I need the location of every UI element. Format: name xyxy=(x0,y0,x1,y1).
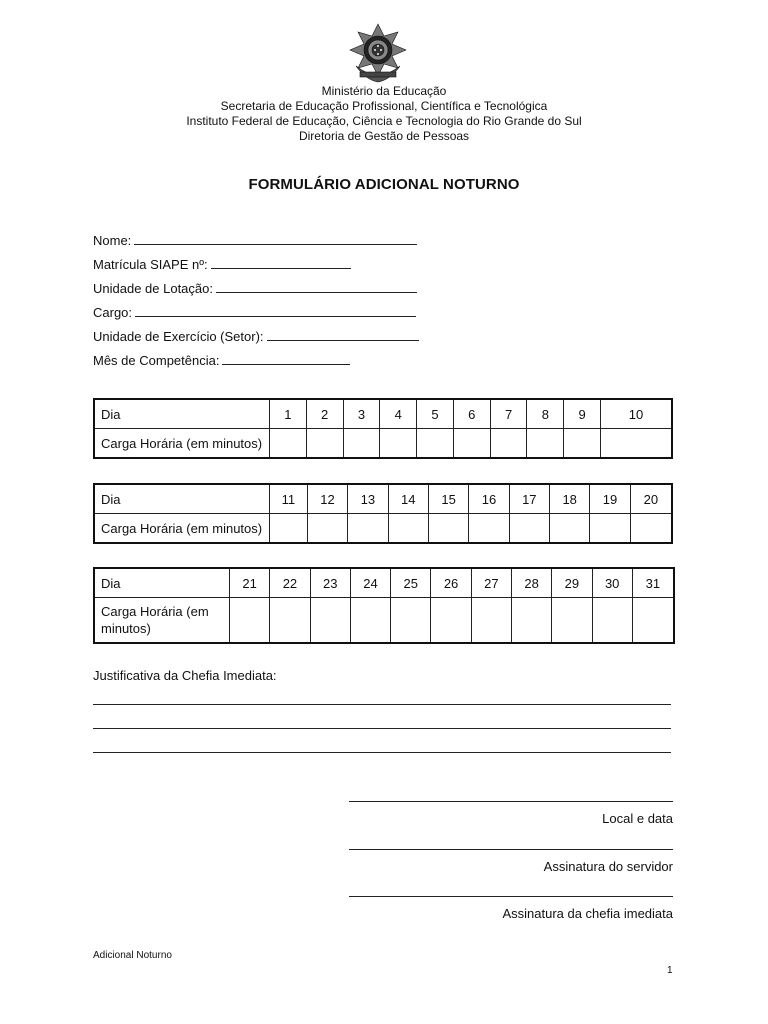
minutes-input-cell[interactable] xyxy=(348,514,388,544)
lotacao-blank-line[interactable] xyxy=(216,278,417,293)
day-cell: 5 xyxy=(417,399,454,429)
nome-blank-line[interactable] xyxy=(134,230,417,245)
minutes-input-cell[interactable] xyxy=(431,598,471,644)
day-cell: 2 xyxy=(306,399,343,429)
field-label-cargo: Cargo: xyxy=(93,305,133,320)
day-cell: 17 xyxy=(509,484,549,514)
minutes-input-cell[interactable] xyxy=(630,514,672,544)
minutes-input-cell[interactable] xyxy=(469,514,509,544)
day-cell: 20 xyxy=(630,484,672,514)
table-row-days xyxy=(94,399,672,429)
day-cell: 14 xyxy=(388,484,428,514)
justificativa-label: Justificativa da Chefia Imediata: xyxy=(93,668,277,683)
minutes-input-cell[interactable] xyxy=(527,429,564,459)
day-cell: 3 xyxy=(343,399,380,429)
servidor-signature-line[interactable] xyxy=(349,849,673,850)
hours-table-days-1-10 xyxy=(93,398,673,459)
header-line-secretariat: Secretaria de Educação Profissional, Científica e Tecnológica xyxy=(220,99,548,113)
servidor-signature-label: Assinatura do servidor xyxy=(543,859,673,874)
minutes-input-cell[interactable] xyxy=(310,598,350,644)
day-cell: 4 xyxy=(380,399,417,429)
field-mes xyxy=(93,350,419,374)
day-cell: 8 xyxy=(527,399,564,429)
carga-label: Carga Horária (em minutos) xyxy=(94,429,270,459)
cargo-blank-line[interactable] xyxy=(135,302,416,317)
brazil-coat-of-arms-emblem xyxy=(346,22,410,86)
day-cell: 12 xyxy=(307,484,347,514)
local-data-line[interactable] xyxy=(349,801,673,802)
header-line-directorate: Diretoria de Gestão de Pessoas xyxy=(298,129,470,143)
minutes-input-cell[interactable] xyxy=(270,598,310,644)
chefia-signature-line[interactable] xyxy=(349,896,673,897)
field-nome xyxy=(93,230,419,254)
dia-label: Dia xyxy=(94,568,230,598)
hours-table-days-11-20 xyxy=(93,483,673,544)
minutes-input-cell[interactable] xyxy=(343,429,380,459)
footer-label: Adicional Noturno xyxy=(93,950,172,961)
minutes-input-cell[interactable] xyxy=(230,598,270,644)
carga-label-line-1: Carga Horária (em xyxy=(101,604,209,619)
header-line-ministry: Ministério da Educação xyxy=(321,84,447,98)
day-cell: 11 xyxy=(270,484,308,514)
header-line-institute: Instituto Federal de Educação, Ciência e Tecnologia do Rio Grande do Sul xyxy=(186,114,582,128)
carga-label: Carga Horária (em minutos) xyxy=(94,514,270,544)
day-cell: 15 xyxy=(428,484,468,514)
minutes-input-cell[interactable] xyxy=(307,514,347,544)
day-cell: 21 xyxy=(230,568,270,598)
minutes-input-cell[interactable] xyxy=(388,514,428,544)
minutes-input-cell[interactable] xyxy=(270,429,307,459)
justificativa-line-1[interactable] xyxy=(93,704,671,705)
day-cell: 27 xyxy=(471,568,511,598)
field-label-matricula: Matrícula SIAPE nº: xyxy=(93,257,208,272)
day-cell: 18 xyxy=(550,484,590,514)
table-row-days xyxy=(94,568,674,598)
mes-blank-line[interactable] xyxy=(222,350,350,365)
minutes-input-cell[interactable] xyxy=(471,598,511,644)
day-cell: 25 xyxy=(391,568,431,598)
minutes-input-cell[interactable] xyxy=(453,429,490,459)
day-cell: 19 xyxy=(590,484,630,514)
field-label-exercicio: Unidade de Exercício (Setor): xyxy=(93,329,264,344)
page-number: 1 xyxy=(667,965,673,976)
minutes-input-cell[interactable] xyxy=(391,598,431,644)
day-cell: 23 xyxy=(310,568,350,598)
day-cell: 26 xyxy=(431,568,471,598)
chefia-signature-label: Assinatura da chefia imediata xyxy=(502,906,673,921)
day-cell: 22 xyxy=(270,568,310,598)
day-cell: 29 xyxy=(552,568,592,598)
day-cell: 6 xyxy=(453,399,490,429)
minutes-input-cell[interactable] xyxy=(550,514,590,544)
table-row-days xyxy=(94,484,672,514)
day-cell: 16 xyxy=(469,484,509,514)
minutes-input-cell[interactable] xyxy=(632,598,674,644)
field-exercicio xyxy=(93,326,419,350)
dia-label: Dia xyxy=(94,399,270,429)
dia-label: Dia xyxy=(94,484,270,514)
day-cell: 28 xyxy=(511,568,551,598)
field-matricula xyxy=(93,254,419,278)
day-cell: 13 xyxy=(348,484,388,514)
day-cell: 30 xyxy=(592,568,632,598)
minutes-input-cell[interactable] xyxy=(417,429,454,459)
minutes-input-cell[interactable] xyxy=(590,514,630,544)
minutes-input-cell[interactable] xyxy=(490,429,527,459)
field-label-nome: Nome: xyxy=(93,233,132,248)
field-label-lotacao: Unidade de Lotação: xyxy=(93,281,213,296)
minutes-input-cell[interactable] xyxy=(428,514,468,544)
exercicio-blank-line[interactable] xyxy=(267,326,419,341)
carga-label-wrapped xyxy=(94,598,230,644)
form-title: FORMULÁRIO ADICIONAL NOTURNO xyxy=(248,176,520,193)
hours-table-days-21-31 xyxy=(93,567,675,644)
field-cargo xyxy=(93,302,419,326)
carga-label-line-2: minutos) xyxy=(101,621,151,636)
day-cell: 31 xyxy=(632,568,674,598)
minutes-input-cell[interactable] xyxy=(380,429,417,459)
matricula-blank-line[interactable] xyxy=(211,254,351,269)
minutes-input-cell[interactable] xyxy=(350,598,390,644)
minutes-input-cell[interactable] xyxy=(511,598,551,644)
justificativa-line-3[interactable] xyxy=(93,752,671,753)
field-label-mes: Mês de Competência: xyxy=(93,353,220,368)
institution-header xyxy=(0,84,768,144)
table-row-minutes xyxy=(94,598,674,644)
minutes-input-cell[interactable] xyxy=(509,514,549,544)
identification-fields xyxy=(93,230,419,374)
minutes-input-cell[interactable] xyxy=(564,429,601,459)
minutes-input-cell[interactable] xyxy=(601,429,672,459)
day-cell: 9 xyxy=(564,399,601,429)
day-cell: 24 xyxy=(350,568,390,598)
day-cell: 1 xyxy=(270,399,307,429)
minutes-input-cell[interactable] xyxy=(552,598,592,644)
justificativa-line-2[interactable] xyxy=(93,728,671,729)
minutes-input-cell[interactable] xyxy=(592,598,632,644)
local-data-label: Local e data xyxy=(602,811,673,826)
minutes-input-cell[interactable] xyxy=(306,429,343,459)
table-row-minutes xyxy=(94,514,672,544)
day-cell: 7 xyxy=(490,399,527,429)
table-row-minutes xyxy=(94,429,672,459)
day-cell: 10 xyxy=(601,399,672,429)
minutes-input-cell[interactable] xyxy=(270,514,308,544)
field-lotacao xyxy=(93,278,419,302)
